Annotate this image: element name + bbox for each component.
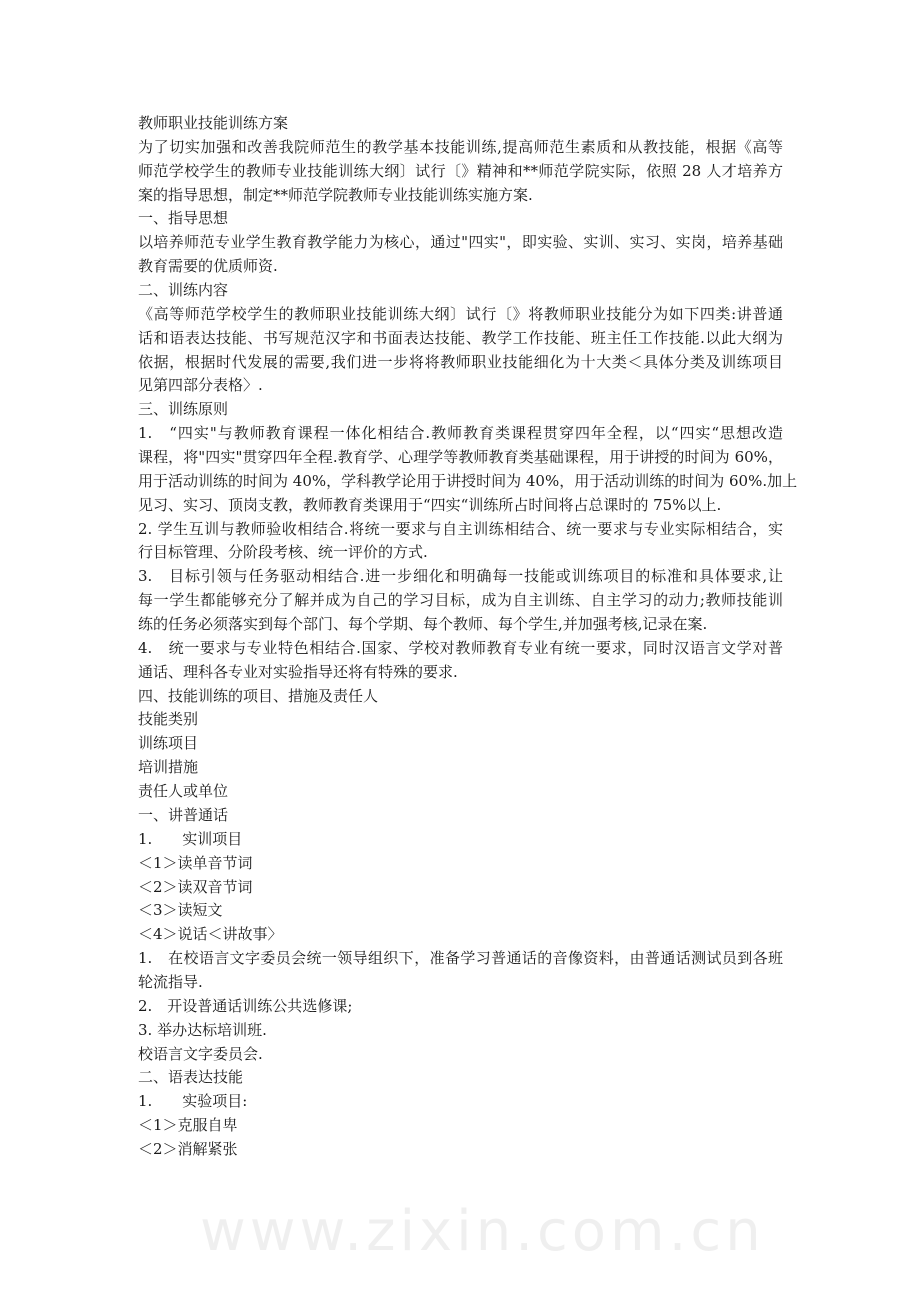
text-line: ＜2＞消解紧张 [138,1139,238,1158]
text-line: 话和语表达技能、书写规范汉字和书面表达技能、教学工作技能、班主任工作技能.以此大纲为 [138,328,783,347]
text-line: 2. 学生互训与教师验收相结合.将统一要求与自主训练相结合、统一要求与专业实际相结合，实 [138,519,783,538]
document-title: 教师职业技能训练方案 [138,114,289,132]
text-line: 见第四部分表格〉. [138,376,263,395]
text-line: 一、讲普通话 [138,805,229,824]
text-line: 轮流指导. [138,972,203,991]
text-line: 4. 统一要求与专业特色相结合.国家、学校对教师教育专业有统一要求，同时汉语言文学对普 [138,638,783,657]
text-line: 见习、实习、顶岗支教，教师教育类课用于“四实“训练所占时间将占总课时的 75%以上. [138,495,722,514]
text-line: 3. 举办达标培训班. [138,1020,267,1039]
text-line: 3. 目标引领与任务驱动相结合.进一步细化和明确每一技能或训练项目的标准和具体要求,让 [138,567,783,586]
text-line: 课程，将"四实"贯穿四年全程.教育学、心理学等教师教育类基础课程，用于讲授的时间为 60%， [138,448,783,467]
text-line: 1. 实训项目 [138,829,243,848]
text-line: 师范学校学生的教师专业技能训练大纲〕试行〔》精神和**师范学院实际，依照 28 人才培养方 [138,161,783,180]
text-line: 1. “四实"与教师教育课程一体化相结合.教师教育类课程贯穿四年全程，以“四实“思想改造 [138,424,783,443]
text-line: 责任人或单位 [138,782,229,801]
text-line: 以培养师范专业学生教育教学能力为核心，通过"四实"，即实验、实训、实习、实岗，培养基础 [138,233,783,252]
text-line: 二、训练内容 [138,281,229,300]
text-line: 技能类别 [138,710,199,729]
text-line: 校语言文字委员会. [138,1044,263,1063]
text-line: 2. 开设普通话训练公共选修课; [138,996,353,1015]
text-line: 依据，根据时代发展的需要,我们进一步将将教师职业技能细化为十大类＜具体分类及训练项目 [138,352,783,371]
text-line: ＜1＞读单音节词 [138,853,253,872]
text-line: 1. 在校语言文字委员会统一领导组织下，准备学习普通话的音像资料，由普通话测试员到各班 [138,949,783,968]
text-line: 1. 实验项目: [138,1092,248,1111]
document-lines [138,136,798,1162]
text-line: 案的指导思想，制定**师范学院教师专业技能训练实施方案. [138,185,533,204]
text-line: 通话、理科各专业对实验指导还将有特殊的要求. [138,662,458,681]
text-line: 一、指导思想 [138,209,229,228]
text-line: ＜1＞克服自卑 [138,1116,238,1135]
text-line: 《高等师范学校学生的教师职业技能训练大纲〕试行〔》将教师职业技能分为如下四类:讲普通 [138,304,783,323]
text-line: 三、训练原则 [138,400,229,419]
text-line: 用于活动训练的时间为 40%，学科教学论用于讲授时间为 40%，用于活动训练的时间为 60%.加上 [138,471,798,490]
text-line: ＜2＞读双音节词 [138,877,253,896]
text-line: 训练项目 [138,734,199,753]
watermark: www.zixin.com.cn [200,1199,765,1264]
text-line: 每一学生都能够充分了解并成为自己的学习目标，成为自主训练、自主学习的动力;教师技能训 [138,591,783,610]
text-line: 培训措施 [138,758,199,777]
document-body [138,112,798,1162]
text-line: ＜4＞说话＜讲故事〉 [138,925,283,944]
text-line: 四、技能训练的项目、措施及责任人 [138,686,379,705]
text-line: 教育需要的优质师资. [138,257,278,276]
text-line: 练的任务必须落实到每个部门、每个学期、每个教师、每个学生,并加强考核,记录在案. [138,615,708,634]
text-line: 行目标管理、分阶段考核、统一评价的方式. [138,543,428,562]
text-line: 二、语表达技能 [138,1068,244,1087]
text-line: ＜3＞读短文 [138,901,223,920]
text-line: 为了切实加强和改善我院师范生的教学基本技能训练,提高师范生素质和从教技能，根据《高等 [138,137,783,156]
